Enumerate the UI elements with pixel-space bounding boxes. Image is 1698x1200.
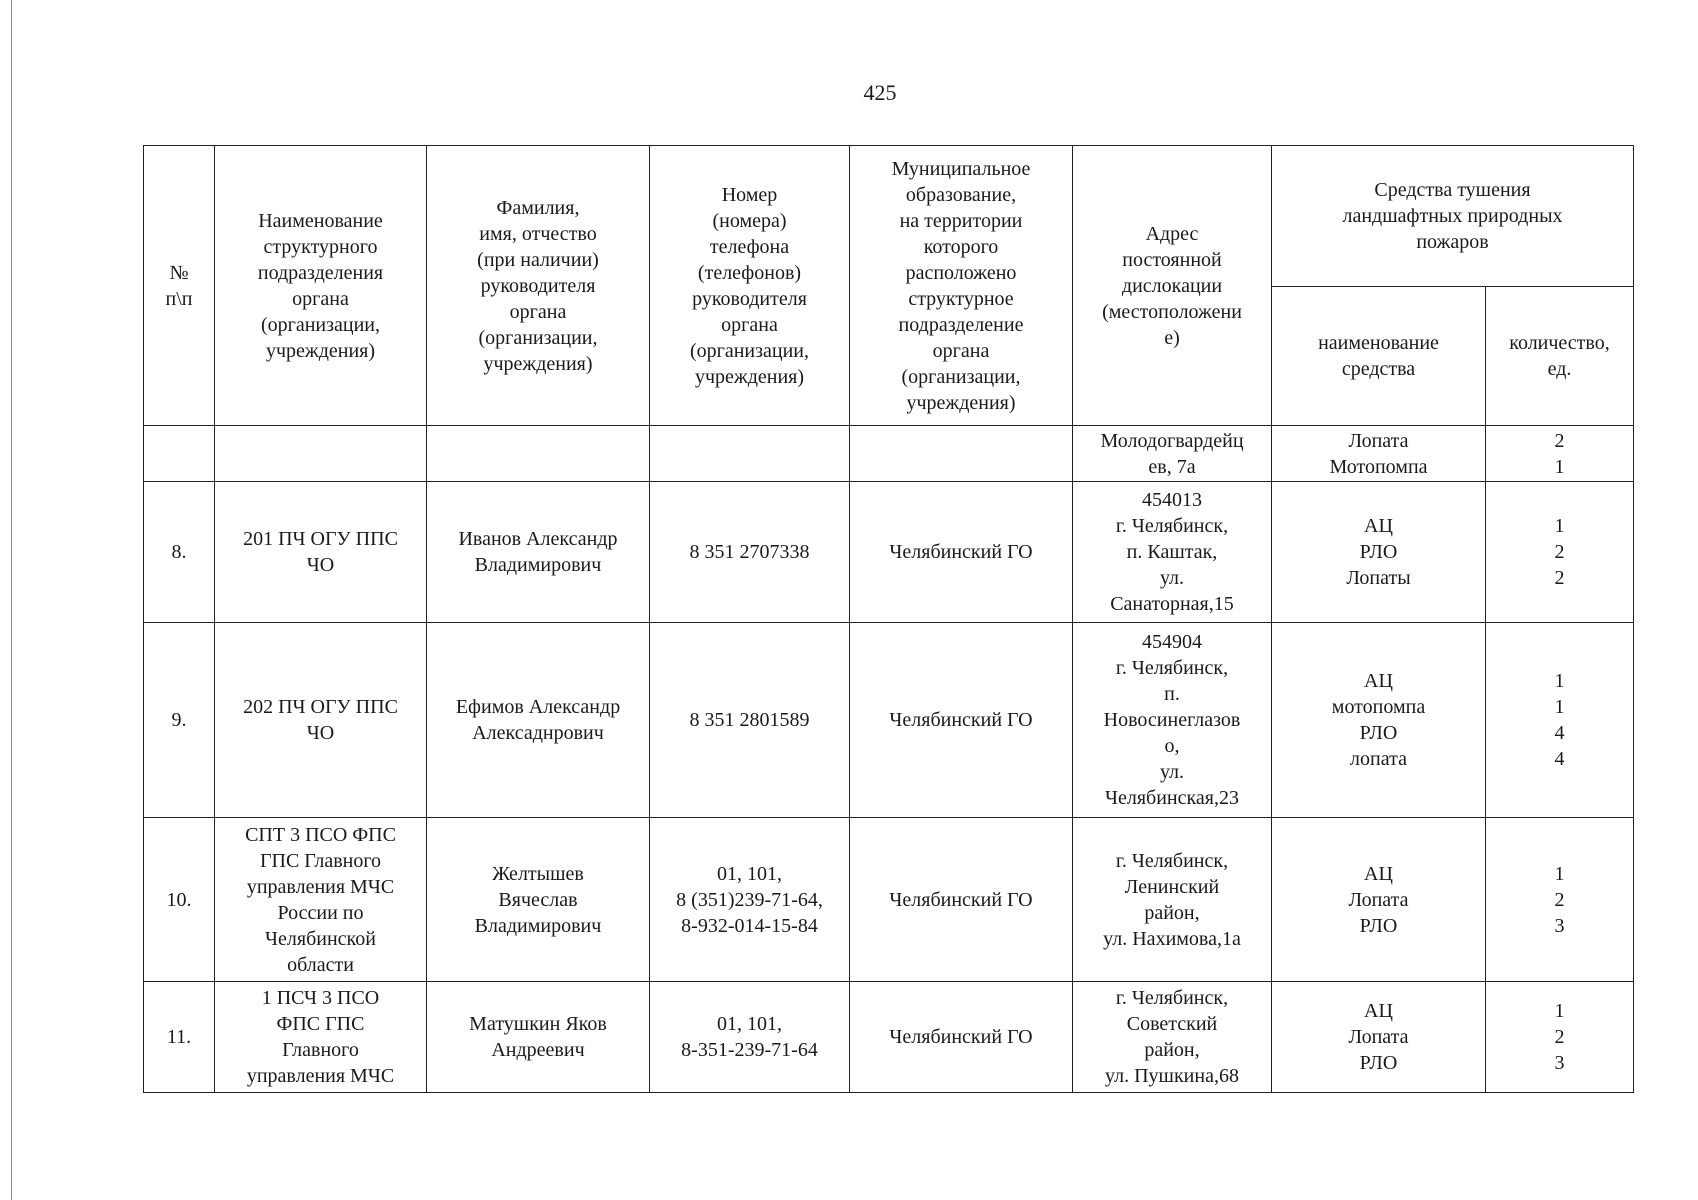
cell-phone: 01, 101, 8 (351)239-71-64, 8-932-014-15-84	[650, 818, 850, 982]
cell-means: Лопата Мотопомпа	[1272, 426, 1486, 482]
cell-address: Молодогвардейц ев, 7а	[1073, 426, 1272, 482]
cell-phone	[650, 426, 850, 482]
cell-municipality: Челябинский ГО	[850, 982, 1073, 1093]
header-unit: Наименование структурного подразделения органа (организации, учреждения)	[215, 146, 427, 426]
cell-municipality: Челябинский ГО	[850, 482, 1073, 623]
cell-unit: 201 ПЧ ОГУ ППС ЧО	[215, 482, 427, 623]
cell-municipality	[850, 426, 1073, 482]
cell-qty: 1 2 2	[1486, 482, 1634, 623]
cell-num	[144, 426, 215, 482]
table-row	[144, 426, 1634, 482]
header-num: № п\п	[144, 146, 215, 426]
table-row	[144, 982, 1634, 1093]
cell-address: г. Челябинск, Советский район, ул. Пушкина,68	[1073, 982, 1272, 1093]
cell-means: АЦ мотопомпа РЛО лопата	[1272, 623, 1486, 818]
cell-qty: 1 1 4 4	[1486, 623, 1634, 818]
cell-num: 10.	[144, 818, 215, 982]
equipment-table	[143, 145, 1634, 1093]
cell-unit: 1 ПСЧ 3 ПСО ФПС ГПС Главного управления МЧС	[215, 982, 427, 1093]
cell-unit: СПТ 3 ПСО ФПС ГПС Главного управления МЧС России по Челябинской области	[215, 818, 427, 982]
cell-unit: 202 ПЧ ОГУ ППС ЧО	[215, 623, 427, 818]
cell-means: АЦ Лопата РЛО	[1272, 818, 1486, 982]
cell-head: Матушкин Яков Андреевич	[427, 982, 650, 1093]
cell-head	[427, 426, 650, 482]
cell-head: Ефимов Александр Алексаднрович	[427, 623, 650, 818]
cell-head: Желтышев Вячеслав Владимирович	[427, 818, 650, 982]
header-phone: Номер (номера) телефона (телефонов) руководителя органа (организации, учреждения)	[650, 146, 850, 426]
cell-num: 11.	[144, 982, 215, 1093]
header-head: Фамилия, имя, отчество (при наличии) руководителя органа (организации, учреждения)	[427, 146, 650, 426]
cell-means: АЦ Лопата РЛО	[1272, 982, 1486, 1093]
cell-address: 454904 г. Челябинск, п. Новосинеглазов о, ул. Челябинская,23	[1073, 623, 1272, 818]
cell-num: 8.	[144, 482, 215, 623]
header-address: Адрес постоянной дислокации (местоположени е)	[1073, 146, 1272, 426]
header-row-1	[144, 146, 1634, 287]
header-means-name: наименование средства	[1272, 287, 1486, 426]
header-municipality: Муниципальное образование, на территории которого расположено структурное подразделение органа (организации, учреждения)	[850, 146, 1073, 426]
page-number: 425	[863, 80, 897, 105]
cell-phone: 8 351 2707338	[650, 482, 850, 623]
header-means-group: Средства тушения ландшафтных природных пожаров	[1272, 146, 1634, 287]
cell-means: АЦ РЛО Лопаты	[1272, 482, 1486, 623]
cell-qty: 1 2 3	[1486, 982, 1634, 1093]
page-left-edge-rule	[11, 0, 12, 1200]
cell-municipality: Челябинский ГО	[850, 818, 1073, 982]
table-row	[144, 818, 1634, 982]
cell-num: 9.	[144, 623, 215, 818]
cell-qty: 2 1	[1486, 426, 1634, 482]
table-row	[144, 623, 1634, 818]
cell-phone: 01, 101, 8-351-239-71-64	[650, 982, 850, 1093]
cell-qty: 1 2 3	[1486, 818, 1634, 982]
header-means-qty: количество, ед.	[1486, 287, 1634, 426]
cell-address: 454013 г. Челябинск, п. Каштак, ул. Санаторная,15	[1073, 482, 1272, 623]
cell-head: Иванов Александр Владимирович	[427, 482, 650, 623]
table-row	[144, 482, 1634, 623]
cell-municipality: Челябинский ГО	[850, 623, 1073, 818]
cell-phone: 8 351 2801589	[650, 623, 850, 818]
cell-unit	[215, 426, 427, 482]
cell-address: г. Челябинск, Ленинский район, ул. Нахимова,1а	[1073, 818, 1272, 982]
